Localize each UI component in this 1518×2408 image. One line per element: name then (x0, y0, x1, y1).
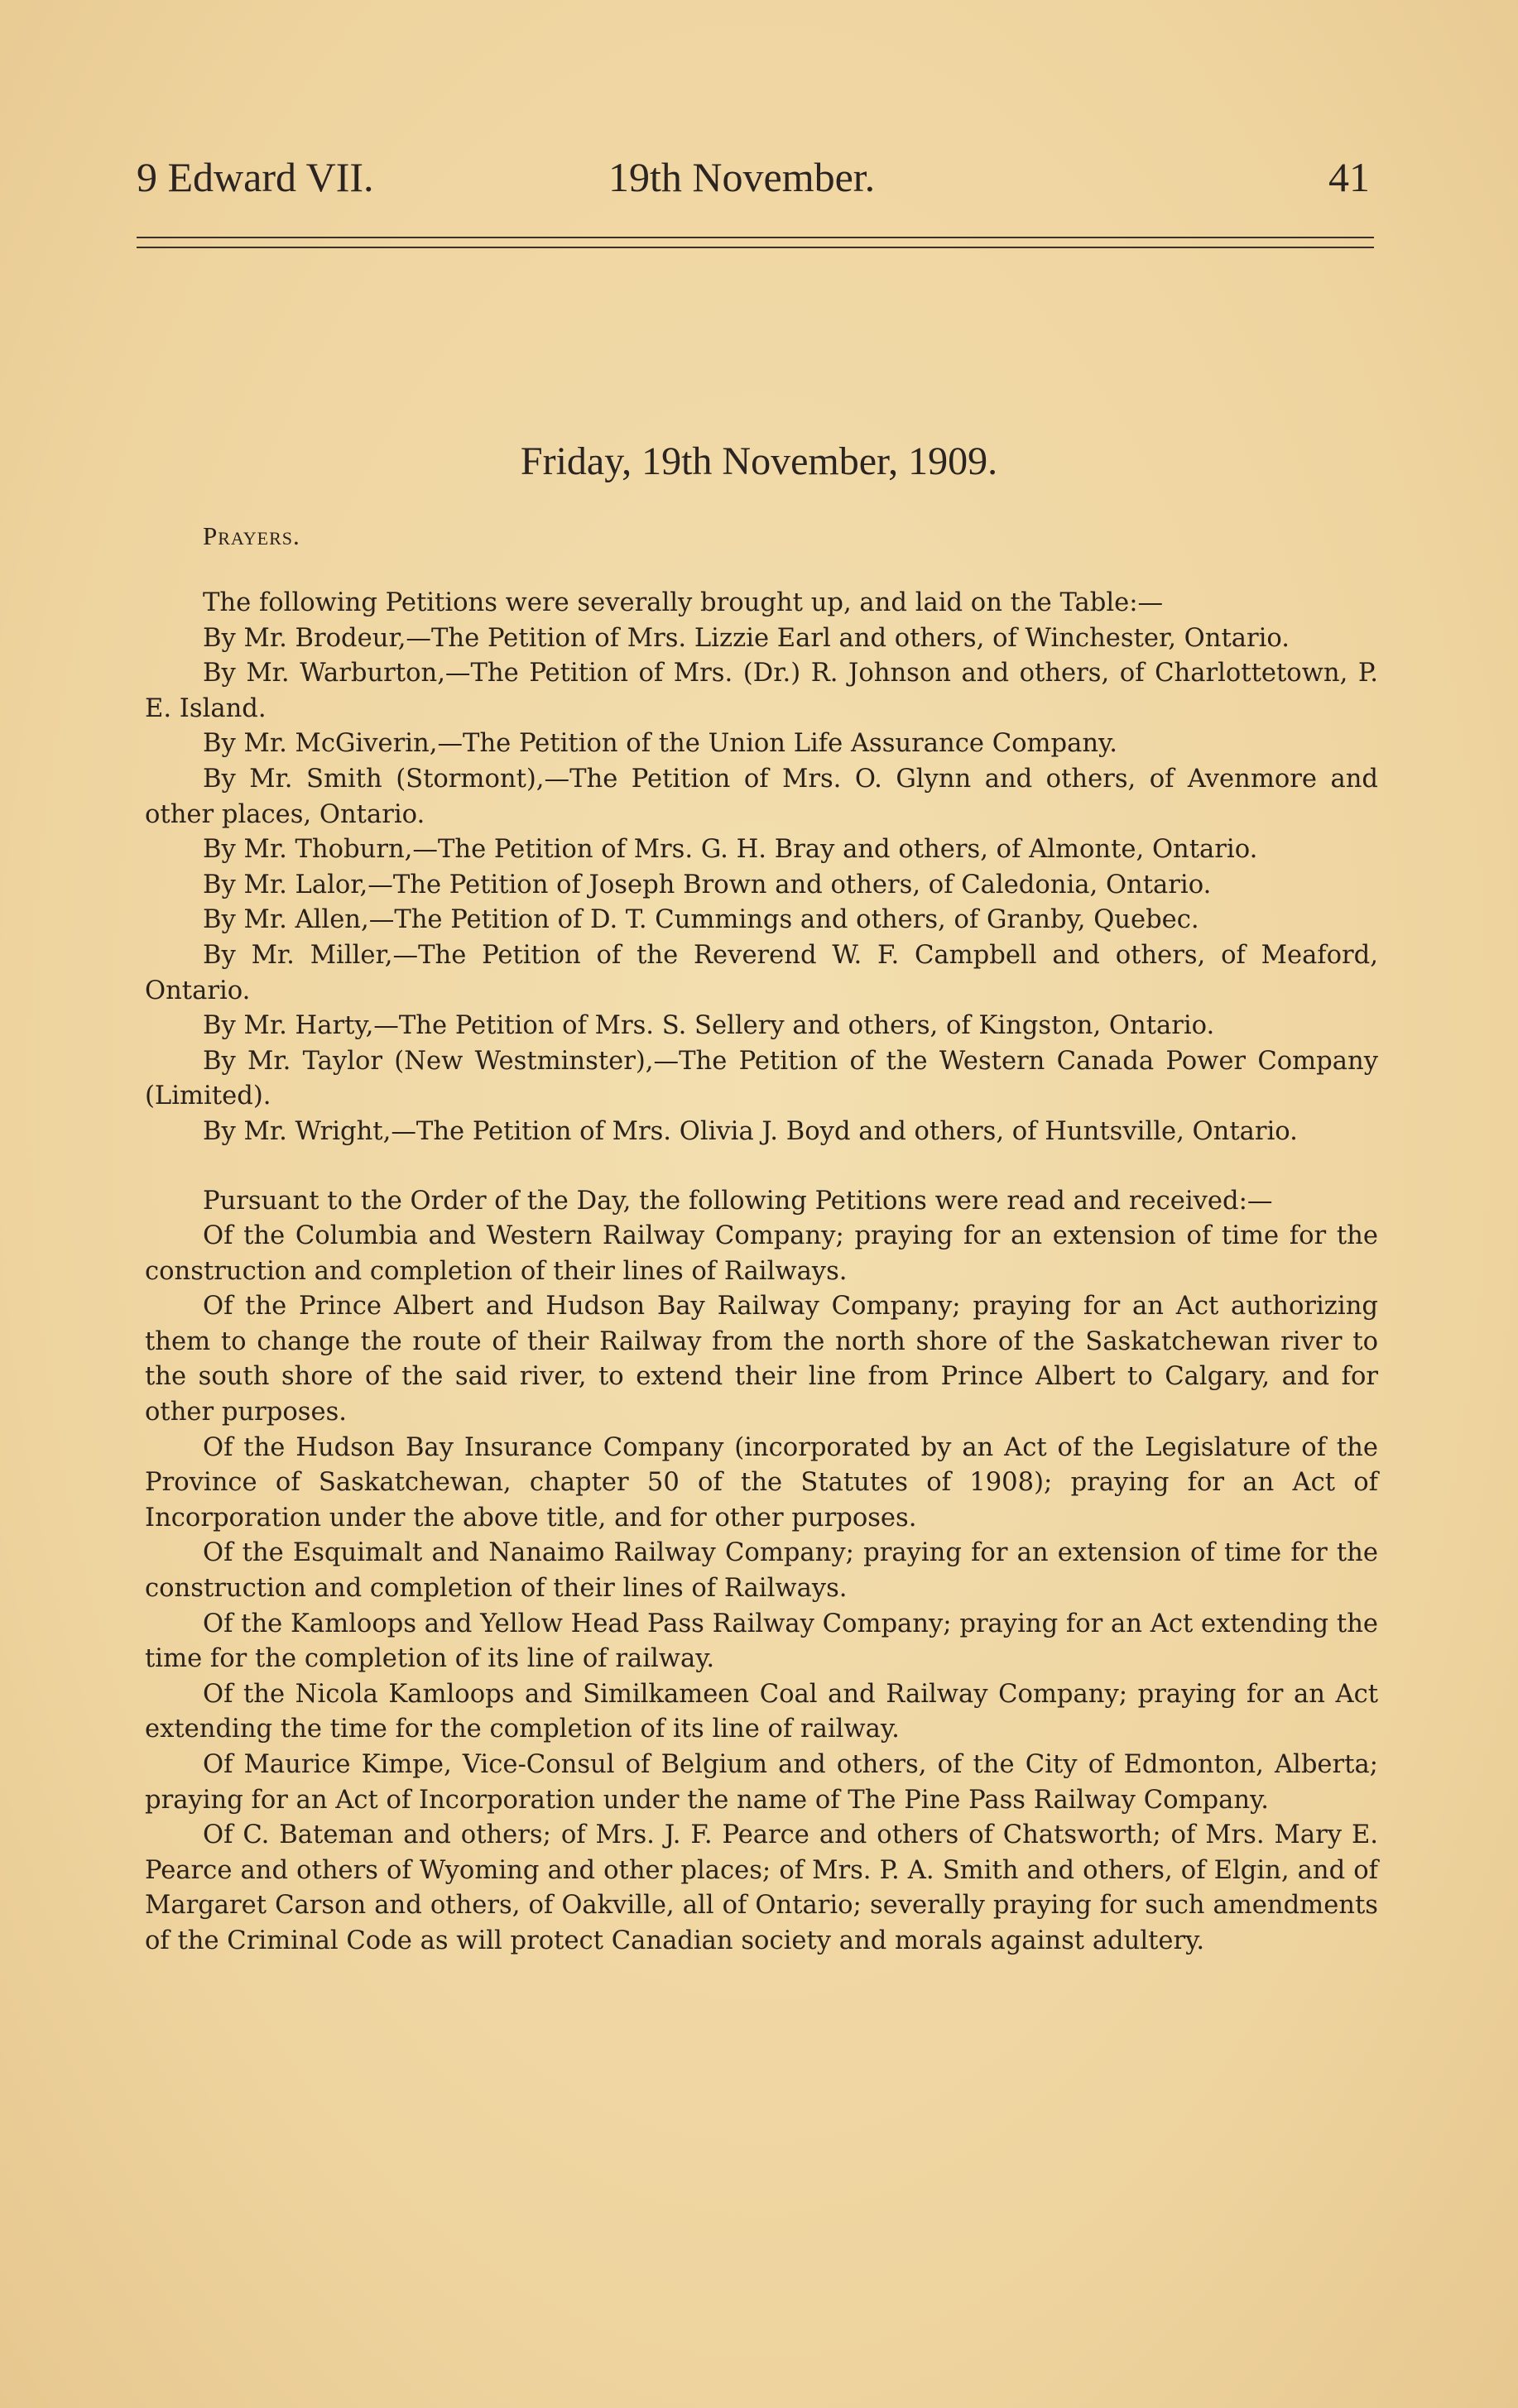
paragraph: By Mr. Thoburn,—The Petition of Mrs. G. H. Bray and others, of Almonte, Ontario. (203, 835, 1258, 865)
paragraph: By Mr. McGiverin,—The Petition of the Union Life Assurance Company. (203, 729, 1118, 759)
header-regnal-year: 9 Edward VII. (137, 154, 374, 200)
paragraph: By Mr. Allen,—The Petition of D. T. Cummings and others, of Granby, Quebec. (203, 905, 1199, 935)
paragraph: By Mr. Lalor,—The Petition of Joseph Brown and others, of Caledonia, Ontario. (203, 870, 1212, 899)
paragraph: Of the Kamloops and Yellow Head Pass Railway Company; praying for an Act extending the time for the completion of its line of railway. (145, 1609, 1378, 1674)
paragraph: By Mr. Brodeur,—The Petition of Mrs. Lizzie Earl and others, of Winchester, Ontario. (203, 623, 1290, 653)
paragraph: Of C. Bateman and others; of Mrs. J. F. Pearce and others of Chatsworth; of Mrs. Mary E. Pearce and others of Wyoming and other places; of Mrs. P. A. Smith and others, of Elgin, and of Margaret Carson and others, of Oakville, all of Ontario; severally praying for such amendments of the Criminal Code as will protect Canadian society and morals against adultery. (145, 1820, 1378, 1955)
section-gap (145, 1150, 1378, 1184)
paragraph: By Mr. Taylor (New Westminster),—The Petition of the Western Canada Power Company (Limited). (145, 1046, 1378, 1111)
paragraph: By Mr. Miller,—The Petition of the Reverend W. F. Campbell and others, of Meaford, Ontario. (145, 940, 1378, 1005)
paragraph: Of the Esquimalt and Nanaimo Railway Company; praying for an extension of time for the construction and completion of their lines of Railways. (145, 1538, 1378, 1604)
paragraph: By Mr. Wright,—The Petition of Mrs. Olivia J. Boyd and others, of Huntsville, Ontario. (203, 1116, 1298, 1146)
paragraph: By Mr. Warburton,—The Petition of Mrs. (Dr.) R. Johnson and others, of Charlottetown, P. E. Island. (145, 659, 1378, 723)
paragraph: The following Petitions were severally brought up, and laid on the Table:— (203, 588, 1164, 617)
page-number: 41 (1328, 154, 1370, 200)
paragraph: Pursuant to the Order of the Day, the following Petitions were read and received:— (203, 1186, 1273, 1216)
running-header (137, 153, 1378, 211)
paragraph: Of the Hudson Bay Insurance Company (incorporated by an Act of the Legislature of the Province of Saskatchewan, chapter 50 of the Statutes of 1908); praying for an Act of Incorporation under the above title, and for other purposes. (145, 1432, 1378, 1533)
paragraph: By Mr. Harty,—The Petition of Mrs. S. Sellery and others, of Kingston, Ontario. (203, 1011, 1215, 1041)
paragraph: Of the Prince Albert and Hudson Bay Railway Company; praying for an Act authorizing them to change the route of their Railway from the north shore of the Saskatchewan river to the south shore of the said river, to extend their line from Prince Albert to Calgary, and for other purposes. (145, 1292, 1378, 1427)
paragraph: Of Maurice Kimpe, Vice-Consul of Belgium and others, of the City of Edmonton, Alberta; praying for an Act of Incorporation under the name of The Pine Pass Railway Company. (145, 1750, 1378, 1815)
paragraph: Of the Columbia and Western Railway Company; praying for an extension of time for the construction and completion of their lines of Railways. (145, 1221, 1378, 1286)
prayers-label: Prayers. (203, 521, 300, 550)
journal-body (145, 586, 1378, 1959)
paragraph: By Mr. Smith (Stormont),—The Petition of Mrs. O. Glynn and others, of Avenmore and other places, Ontario. (145, 764, 1378, 829)
header-date: 19th November. (608, 154, 876, 200)
paragraph: Of the Nicola Kamloops and Similkameen Coal and Railway Company; praying for an Act extending the time for the completion of its line of railway. (145, 1679, 1378, 1744)
page-title: Friday, 19th November, 1909. (520, 439, 998, 483)
header-rule (137, 237, 1374, 248)
prayers-heading (203, 521, 300, 551)
